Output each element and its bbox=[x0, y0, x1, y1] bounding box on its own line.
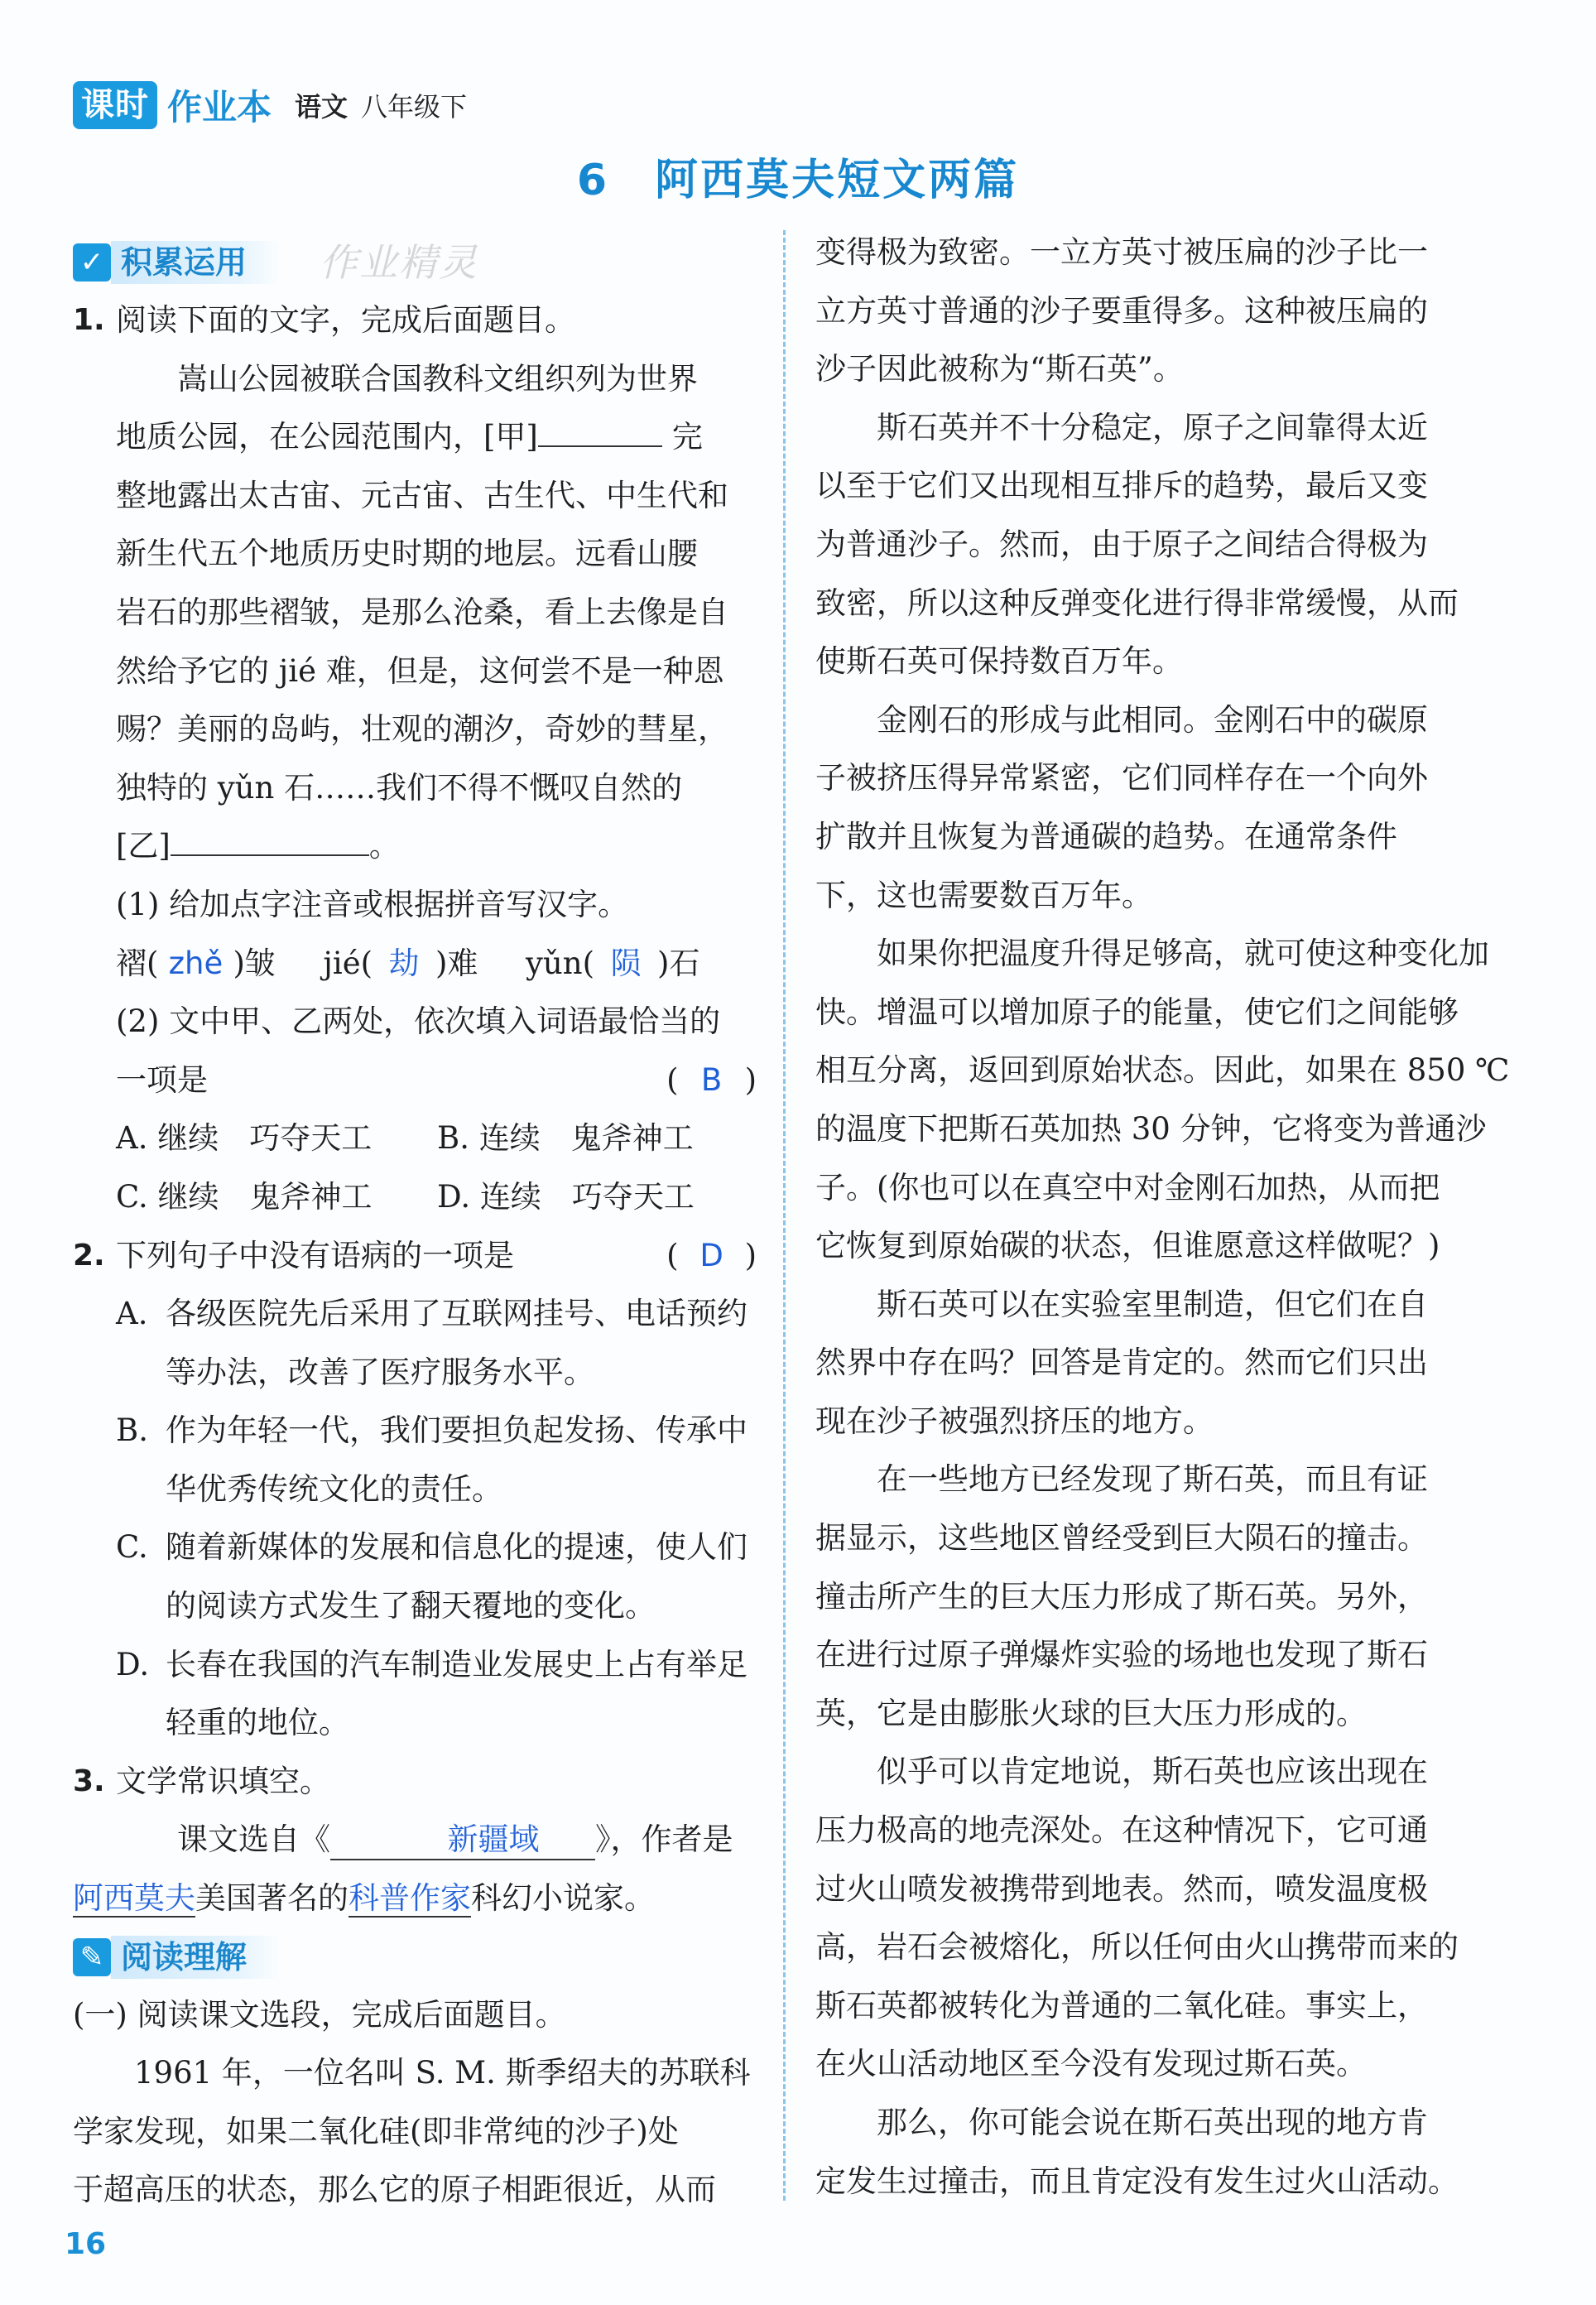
reading-line: 快。增温可以增加原子的能量，使它们之间能够 bbox=[815, 994, 1459, 1030]
reading-line: 在火山活动地区至今没有发现过斯石英。 bbox=[815, 2046, 1367, 2082]
grade-label: 八年级下 bbox=[361, 91, 468, 123]
pen-icon: ✎ bbox=[73, 1938, 111, 1976]
reading-line: 据显示，这些地区曾经受到巨大陨石的撞击。 bbox=[815, 1520, 1428, 1557]
reading-line: 子。(你也可以在真空中对金刚石加热，从而把 bbox=[815, 1169, 1440, 1205]
question-3 bbox=[73, 1753, 757, 1812]
sub-question-2: (2) 文中甲、乙两处，依次填入词语最恰当的 bbox=[116, 1003, 721, 1040]
reading-line: 现在沙子被强烈挤压的地方。 bbox=[815, 1403, 1214, 1439]
reading-line: 它恢复到原始碳的状态，但谁愿意这样做呢？) bbox=[815, 1228, 1440, 1264]
reading-line: 相互分离，返回到原始状态。因此，如果在 850 ℃ bbox=[815, 1052, 1510, 1089]
question-1 bbox=[73, 291, 757, 350]
reading-line: 于超高压的状态，那么它的原子相距很近，从而 bbox=[73, 2172, 716, 2208]
watermark: 作业精灵 bbox=[320, 239, 479, 285]
blank-jia[interactable] bbox=[538, 445, 662, 447]
fill-line: 课文选自《 新疆域 》，作者是 bbox=[73, 1811, 757, 1870]
reading-line: 致密，所以这种反弹变化进行得非常缓慢，从而 bbox=[815, 585, 1459, 621]
answer-text: 科普作家 bbox=[349, 1880, 471, 1917]
answer-text: zhě bbox=[168, 945, 224, 981]
pinyin-answers: 褶( zhě )皱 jié( 劫 )难 yǔn( 陨 )石 bbox=[73, 935, 757, 994]
reading-line: 定发生过撞击，而且肯定没有发生过火山活动。 bbox=[815, 2163, 1459, 2199]
sub-question-2-cont: 一项是 ( B ) bbox=[73, 1051, 757, 1110]
reading-line: 为普通沙子。然而，由于原子之间结合得极为 bbox=[815, 526, 1428, 562]
reading-line: 在进行过原子弹爆炸实验的场地也发现了斯石 bbox=[815, 1637, 1428, 1673]
column-divider bbox=[783, 230, 786, 2201]
passage-line: 新生代五个地质历史时期的地层。远看山腰 bbox=[116, 536, 698, 572]
passage-line: 然给予它的 jié 难，但是，这何尝不是一种恩 bbox=[116, 652, 724, 689]
question-stem: 文学常识填空。 bbox=[116, 1763, 330, 1799]
question-stem: 下列句子中没有语病的一项是 bbox=[116, 1237, 514, 1273]
reading-line: 沙子因此被称为“斯石英”。 bbox=[815, 351, 1184, 387]
book-name: 作业本 bbox=[167, 87, 272, 128]
reading-line: 如果你把温度升得足够高，就可使这种变化加 bbox=[877, 936, 1489, 972]
reading-line: 压力极高的地壳深处。在这种情况下，它可通 bbox=[815, 1812, 1428, 1849]
fill-line: 阿西莫夫美国著名的科普作家科幻小说家。 bbox=[73, 1880, 655, 1917]
section-label: 积累运用 bbox=[111, 241, 280, 284]
reading-line: 然界中存在吗？回答是肯定的。然而它们只出 bbox=[815, 1345, 1428, 1381]
reading-line: 似乎可以肯定地说，斯石英也应该出现在 bbox=[877, 1754, 1428, 1790]
question-number: 2. bbox=[73, 1238, 105, 1273]
reading-line: 子被挤压得异常紧密，它们同样存在一个向外 bbox=[815, 760, 1428, 796]
reading-line: 那么，你可能会说在斯石英出现的地方肯 bbox=[877, 2105, 1428, 2140]
question-number: 3. bbox=[73, 1764, 105, 1798]
page-number: 16 bbox=[65, 2227, 107, 2261]
reading-line: 扩散并且恢复为普通碳的趋势。在通常条件 bbox=[815, 818, 1397, 854]
answer-text: 陨 bbox=[610, 945, 642, 981]
section-header-accumulate bbox=[73, 233, 757, 291]
reading-line: 斯石英可以在实验室里制造，但它们在自 bbox=[877, 1286, 1428, 1322]
reading-line: 立方英寸普通的沙子要重得多。这种被压扁的 bbox=[815, 292, 1428, 329]
section-header-reading bbox=[73, 1928, 757, 1986]
brand-logo bbox=[73, 80, 272, 130]
reading-line: 变得极为致密。一立方英寸被压扁的沙子比一 bbox=[815, 234, 1428, 270]
answer-text: B bbox=[700, 1061, 723, 1098]
question-stem: 阅读下面的文字，完成后面题目。 bbox=[116, 302, 575, 338]
passage-line: 嵩山公园被联合国教科文组织列为世界 bbox=[177, 360, 698, 397]
reading-line: 在一些地方已经发现了斯石英，而且有证 bbox=[877, 1461, 1428, 1498]
blank-yi[interactable] bbox=[171, 854, 369, 856]
reading-intro: (一) 阅读课文选段，完成后面题目。 bbox=[73, 1996, 566, 2033]
option-c: C. 随着新媒体的发展和信息化的提速，使人们的阅读方式发生了翻天覆地的变化。 bbox=[116, 1529, 748, 1624]
reading-line: 下，这也需要数百万年。 bbox=[815, 877, 1152, 913]
header bbox=[73, 79, 467, 131]
reading-line: 撞击所产生的巨大压力形成了斯石英。另外， bbox=[815, 1578, 1428, 1614]
check-icon: ✓ bbox=[73, 243, 111, 282]
option-a: A. 继续 巧夺天工 bbox=[116, 1120, 373, 1157]
reading-line: 的温度下把斯石英加热 30 分钟，它将变为普通沙 bbox=[815, 1110, 1487, 1147]
option-d: D. 长春在我国的汽车制造业发展史上占有举足轻重的地位。 bbox=[116, 1646, 748, 1741]
sub-question-1: (1) 给加点字注音或根据拼音写汉字。 bbox=[116, 886, 629, 922]
reading-line: 金刚石的形成与此相同。金刚石中的碳原 bbox=[877, 701, 1428, 738]
option-b: B. 作为年轻一代，我们要担负起发扬、传承中华优秀传统文化的责任。 bbox=[116, 1412, 748, 1507]
right-column bbox=[815, 224, 1510, 2211]
reading-line: 斯石英都被转化为普通的二氧化硅。事实上， bbox=[815, 1987, 1428, 2023]
reading-line: 英，它是由膨胀火球的巨大压力形成的。 bbox=[815, 1695, 1367, 1731]
reading-line: 高，岩石会被熔化，所以任何由火山携带而来的 bbox=[815, 1929, 1459, 1966]
option-c: C. 继续 鬼斧神工 bbox=[116, 1178, 373, 1215]
option-b: B. 连续 鬼斧神工 bbox=[437, 1120, 694, 1157]
reading-line: 1961 年，一位名叫 S. M. 斯季绍夫的苏联科 bbox=[134, 2055, 751, 2091]
answer-text: 阿西莫夫 bbox=[73, 1880, 195, 1917]
passage-line: 独特的 yǔn 石……我们不得不慨叹自然的 bbox=[116, 769, 683, 806]
logo-badge: 课时 bbox=[73, 81, 157, 129]
reading-line: 使斯石英可保持数百万年。 bbox=[815, 643, 1183, 680]
passage-line: 赐？美丽的岛屿，壮观的潮汐，奇妙的彗星， bbox=[116, 711, 728, 748]
passage-line: 整地露出太古宙、元古宙、古生代、中生代和 bbox=[116, 477, 728, 513]
answer-text: 新疆域 bbox=[330, 1821, 595, 1860]
option-a: A. 各级医院先后采用了互联网挂号、电话预约等办法，改善了医疗服务水平。 bbox=[116, 1296, 748, 1390]
options-row bbox=[73, 1168, 757, 1227]
question-2: 2. 下列句子中没有语病的一项是 ( D ) bbox=[73, 1227, 757, 1286]
answer-text: 劫 bbox=[388, 945, 420, 981]
reading-line: 斯石英并不十分稳定，原子之间靠得太近 bbox=[877, 409, 1428, 445]
passage-line: 岩石的那些褶皱，是那么沧桑，看上去像是自 bbox=[116, 594, 728, 630]
section-label: 阅读理解 bbox=[111, 1936, 280, 1979]
page-title: 6 阿西莫夫短文两篇 bbox=[576, 156, 1020, 205]
passage-line: [乙] 。 bbox=[116, 828, 400, 864]
question-number: 1. bbox=[73, 303, 105, 337]
passage-line: 地质公园，在公园范围内，[甲] 完 bbox=[116, 419, 703, 455]
answer-text: D bbox=[699, 1237, 723, 1273]
reading-line: 过火山喷发被携带到地表。然而，喷发温度极 bbox=[815, 1870, 1428, 1907]
subject-label: 语文 bbox=[295, 91, 349, 123]
reading-line: 学家发现，如果二氧化硅(即非常纯的沙子)处 bbox=[73, 2113, 679, 2149]
options-row bbox=[73, 1109, 757, 1168]
left-column bbox=[73, 233, 757, 2220]
option-d: D. 连续 巧夺天工 bbox=[437, 1178, 695, 1215]
reading-line: 以至于它们又出现相互排斥的趋势，最后又变 bbox=[815, 468, 1428, 504]
